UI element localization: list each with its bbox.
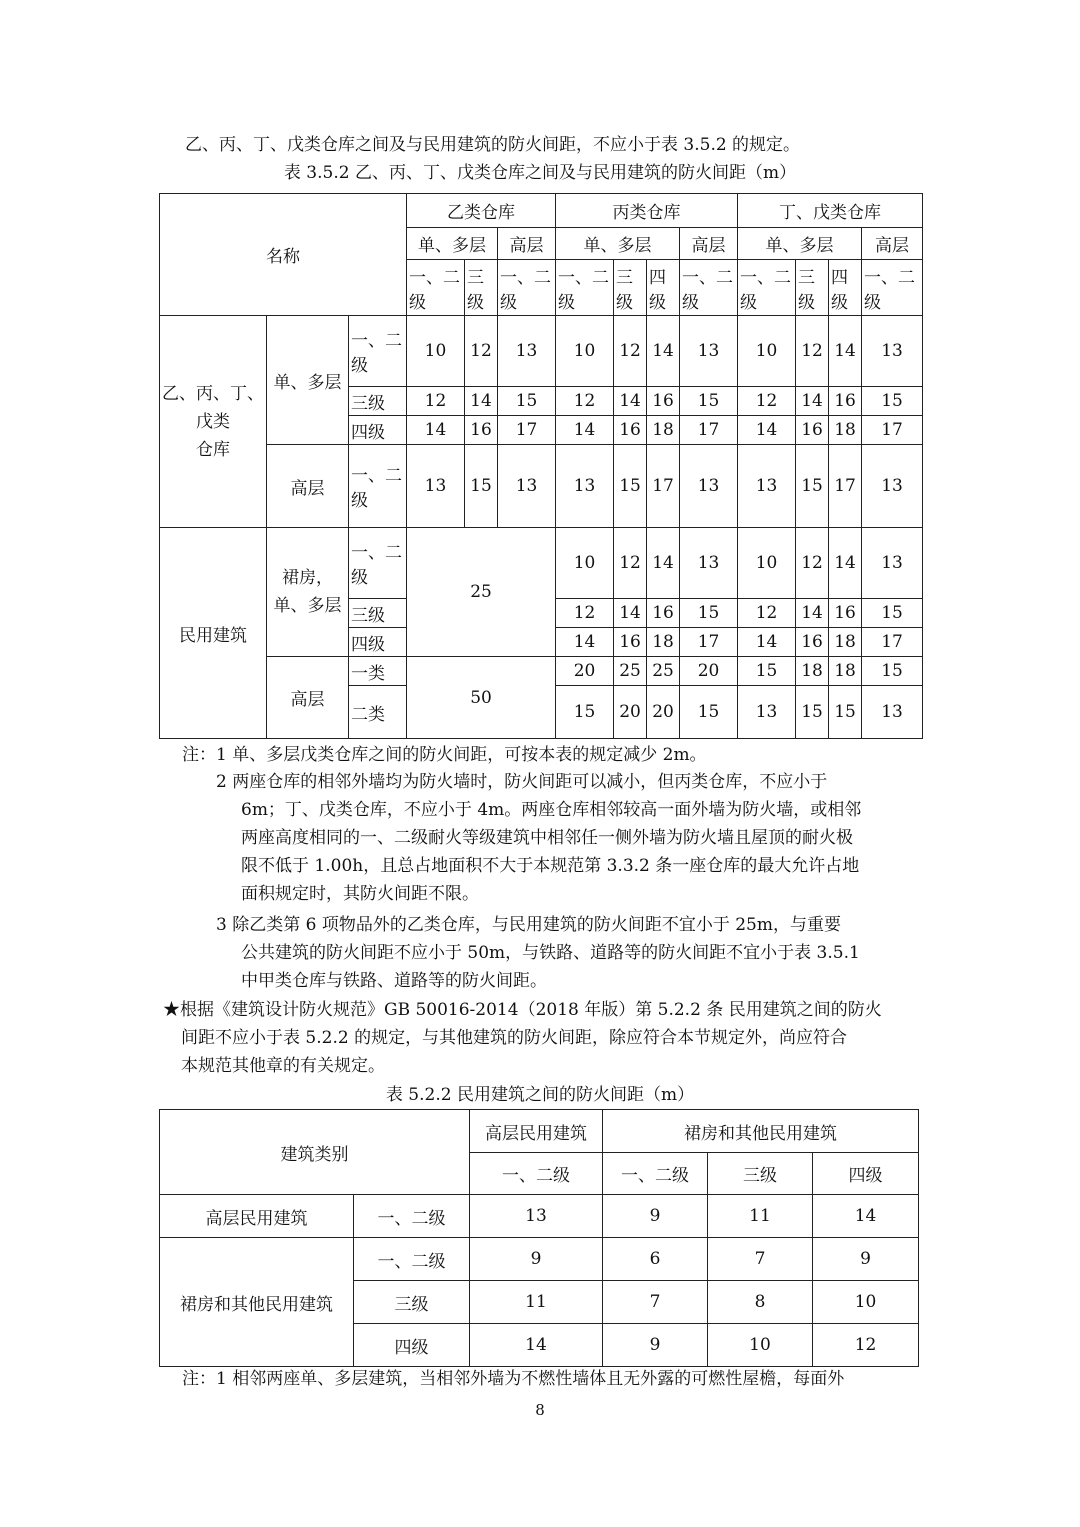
cell: 7 xyxy=(603,1281,708,1324)
cell: 25 xyxy=(614,657,647,686)
table-5-2-2 xyxy=(159,1109,919,1367)
intro-paragraph: 乙、丙、丁、戊类仓库之间及与民用建筑的防火间距，不应小于表 3.5.2 的规定。 xyxy=(185,135,801,155)
cell: 10 xyxy=(407,316,465,387)
cell: 10 xyxy=(813,1281,919,1324)
merged-value-25: 25 xyxy=(407,528,556,657)
cell: 12 xyxy=(407,387,465,416)
cell: 18 xyxy=(647,628,680,657)
sub-high-rise: 高层 xyxy=(267,445,349,528)
cell: 15 xyxy=(738,657,796,686)
grade-header: 四级 xyxy=(813,1153,919,1195)
cell: 15 xyxy=(614,445,647,528)
cell: 15 xyxy=(862,387,923,416)
cell: 14 xyxy=(465,387,498,416)
cell: 15 xyxy=(465,445,498,528)
grade-header: 四级 xyxy=(829,260,862,316)
table-3-5-2 xyxy=(159,193,923,739)
sub-podium-multi: 裙房， 单、多层 xyxy=(267,528,349,657)
cell: 13 xyxy=(680,528,738,599)
cell: 15 xyxy=(680,599,738,628)
cell: 14 xyxy=(614,599,647,628)
cell: 9 xyxy=(603,1195,708,1238)
row-high-rise-civil: 高层民用建筑 xyxy=(160,1195,354,1238)
header-multi-storey: 单、多层 xyxy=(407,228,498,260)
cell: 14 xyxy=(556,416,614,445)
cell: 13 xyxy=(862,528,923,599)
cell: 13 xyxy=(738,445,796,528)
cell: 15 xyxy=(680,686,738,739)
cell: 12 xyxy=(796,528,829,599)
cell: 12 xyxy=(465,316,498,387)
cell: 9 xyxy=(470,1238,603,1281)
note-1: 注：1 单、多层戊类仓库之间的防火间距，可按本表的规定减少 2m。 xyxy=(182,745,707,765)
cell: 14 xyxy=(614,387,647,416)
cell: 17 xyxy=(680,628,738,657)
cell: 16 xyxy=(647,599,680,628)
reference-paragraph: ★根据《建筑设计防火规范》GB 50016-2014（2018 年版）第 5.2.2 条 民用建筑之间的防火 间距不应小于表 5.2.2 的规定，与其他建筑的防火间距，除应符合本节规定外，尚应符合 本规范其他章的有关规定。 xyxy=(163,1000,882,1076)
cell: 15 xyxy=(829,686,862,739)
row-grade: 一、二级 xyxy=(354,1195,470,1238)
cell: 10 xyxy=(556,528,614,599)
header-podium-other: 裙房和其他民用建筑 xyxy=(603,1110,919,1153)
page-number: 8 xyxy=(535,1401,545,1419)
cell: 16 xyxy=(796,416,829,445)
group-warehouse: 乙、丙、丁、 戊类 仓库 xyxy=(160,316,267,528)
cell: 14 xyxy=(738,628,796,657)
cell: 16 xyxy=(465,416,498,445)
cell: 25 xyxy=(647,657,680,686)
cell: 15 xyxy=(796,686,829,739)
grade-header: 三级 xyxy=(796,260,829,316)
cell: 14 xyxy=(556,628,614,657)
row-grade: 三级 xyxy=(349,599,407,628)
cell: 14 xyxy=(813,1195,919,1238)
cell: 9 xyxy=(813,1238,919,1281)
cell: 13 xyxy=(680,445,738,528)
cell: 15 xyxy=(498,387,556,416)
sub-high-rise: 高层 xyxy=(267,657,349,739)
header-bing-warehouse: 丙类仓库 xyxy=(556,194,738,228)
cell: 17 xyxy=(862,416,923,445)
cell: 14 xyxy=(647,528,680,599)
row-grade: 四级 xyxy=(349,416,407,445)
cell: 12 xyxy=(614,316,647,387)
cell: 16 xyxy=(829,387,862,416)
grade-header: 三级 xyxy=(708,1153,813,1195)
cell: 8 xyxy=(708,1281,813,1324)
cell: 13 xyxy=(862,316,923,387)
grade-header: 一、二级 xyxy=(603,1153,708,1195)
grade-header: 一、二级 xyxy=(407,260,465,316)
grade-header: 一、二级 xyxy=(556,260,614,316)
cell: 15 xyxy=(796,445,829,528)
table2-caption: 表 5.2.2 民用建筑之间的防火间距（m） xyxy=(385,1085,695,1105)
cell: 12 xyxy=(738,387,796,416)
header-high-rise: 高层 xyxy=(680,228,738,260)
cell: 14 xyxy=(796,387,829,416)
cell: 6 xyxy=(603,1238,708,1281)
cell: 13 xyxy=(556,445,614,528)
cell: 16 xyxy=(796,628,829,657)
cell: 18 xyxy=(829,657,862,686)
row-grade: 一、二级 xyxy=(349,528,407,599)
cell: 13 xyxy=(498,445,556,528)
cell: 10 xyxy=(556,316,614,387)
row-grade: 三级 xyxy=(354,1281,470,1324)
cell: 17 xyxy=(680,416,738,445)
cell: 14 xyxy=(407,416,465,445)
cell: 18 xyxy=(796,657,829,686)
cell: 13 xyxy=(862,445,923,528)
header-high-rise: 高层 xyxy=(498,228,556,260)
header-name: 名称 xyxy=(160,194,407,316)
cell: 14 xyxy=(829,528,862,599)
cell: 10 xyxy=(738,316,796,387)
cell: 20 xyxy=(647,686,680,739)
cell: 17 xyxy=(862,628,923,657)
cell: 15 xyxy=(556,686,614,739)
row-grade: 四级 xyxy=(349,628,407,657)
cell: 17 xyxy=(647,445,680,528)
cell: 10 xyxy=(738,528,796,599)
group-civil-building: 民用建筑 xyxy=(160,528,267,739)
grade-header: 一、二级 xyxy=(738,260,796,316)
cell: 10 xyxy=(708,1324,813,1367)
cell: 13 xyxy=(407,445,465,528)
row-podium-other: 裙房和其他民用建筑 xyxy=(160,1238,354,1367)
header-yi-warehouse: 乙类仓库 xyxy=(407,194,556,228)
row-grade: 一、二级 xyxy=(354,1238,470,1281)
grade-header: 一、二级 xyxy=(470,1153,603,1195)
cell: 16 xyxy=(614,416,647,445)
cell: 18 xyxy=(647,416,680,445)
cell: 12 xyxy=(556,599,614,628)
note-2: 2 两座仓库的相邻外墙均为防火墙时，防火间距可以减小，但丙类仓库，不应小于 6m；丁、戊类仓库，不应小于 4m。两座仓库相邻较高一面外墙为防火墙，或相邻 两座高度相同的一、二级耐火等级建筑中相邻任一侧外墙为防火墙且屋顶的耐火极 限不低于 1.00h，且总占地面积不大于本规范第 3.3.2 条一座仓库的最大允许占地 面积规定时，其防火间距不限。 xyxy=(216,772,862,904)
note-3: 3 除乙类第 6 项物品外的乙类仓库，与民用建筑的防火间距不宜小于 25m，与重要 公共建筑的防火间距不应小于 50m，与铁路、道路等的防火间距不宜小于表 3.5.1 中甲类仓库与铁路、道路等的防火间距。 xyxy=(216,915,860,991)
row-grade: 一、二级 xyxy=(349,445,407,528)
row-class: 一类 xyxy=(349,657,407,686)
cell: 14 xyxy=(738,416,796,445)
cell: 20 xyxy=(680,657,738,686)
row-grade: 一、二级 xyxy=(349,316,407,387)
cell: 9 xyxy=(603,1324,708,1367)
grade-header: 一、二级 xyxy=(680,260,738,316)
cell: 15 xyxy=(680,387,738,416)
grade-header: 三级 xyxy=(614,260,647,316)
cell: 17 xyxy=(829,445,862,528)
row-class: 二类 xyxy=(349,686,407,739)
cell: 12 xyxy=(614,528,647,599)
cell: 16 xyxy=(614,628,647,657)
cell: 13 xyxy=(680,316,738,387)
grade-header: 三级 xyxy=(465,260,498,316)
cell: 12 xyxy=(796,316,829,387)
cell: 12 xyxy=(813,1324,919,1367)
header-high-rise-civil: 高层民用建筑 xyxy=(470,1110,603,1153)
cell: 15 xyxy=(862,657,923,686)
merged-value-50: 50 xyxy=(407,657,556,739)
cell: 16 xyxy=(647,387,680,416)
header-building-category: 建筑类别 xyxy=(160,1110,470,1195)
sub-multi-storey: 单、多层 xyxy=(267,316,349,445)
header-high-rise: 高层 xyxy=(862,228,923,260)
cell: 14 xyxy=(647,316,680,387)
cell: 18 xyxy=(829,416,862,445)
cell: 14 xyxy=(796,599,829,628)
cell: 20 xyxy=(614,686,647,739)
cell: 18 xyxy=(829,628,862,657)
header-multi-storey: 单、多层 xyxy=(556,228,680,260)
cell: 13 xyxy=(862,686,923,739)
cell: 16 xyxy=(829,599,862,628)
cell: 13 xyxy=(470,1195,603,1238)
table1-caption: 表 3.5.2 乙、丙、丁、戊类仓库之间及与民用建筑的防火间距（m） xyxy=(283,163,797,183)
grade-header: 四级 xyxy=(647,260,680,316)
cell: 17 xyxy=(498,416,556,445)
row-grade: 四级 xyxy=(354,1324,470,1367)
header-multi-storey: 单、多层 xyxy=(738,228,862,260)
cell: 14 xyxy=(470,1324,603,1367)
cell: 15 xyxy=(862,599,923,628)
cell: 13 xyxy=(738,686,796,739)
cell: 14 xyxy=(829,316,862,387)
cell: 7 xyxy=(708,1238,813,1281)
cell: 12 xyxy=(556,387,614,416)
header-ding-wu-warehouse: 丁、戊类仓库 xyxy=(738,194,923,228)
cell: 11 xyxy=(470,1281,603,1324)
cell: 20 xyxy=(556,657,614,686)
grade-header: 一、二级 xyxy=(498,260,556,316)
cell: 13 xyxy=(498,316,556,387)
grade-header: 一、二级 xyxy=(862,260,923,316)
table2-note: 注：1 相邻两座单、多层建筑，当相邻外墙为不燃性墙体且无外露的可燃性屋檐，每面外 xyxy=(182,1369,845,1389)
cell: 11 xyxy=(708,1195,813,1238)
row-grade: 三级 xyxy=(349,387,407,416)
cell: 12 xyxy=(738,599,796,628)
